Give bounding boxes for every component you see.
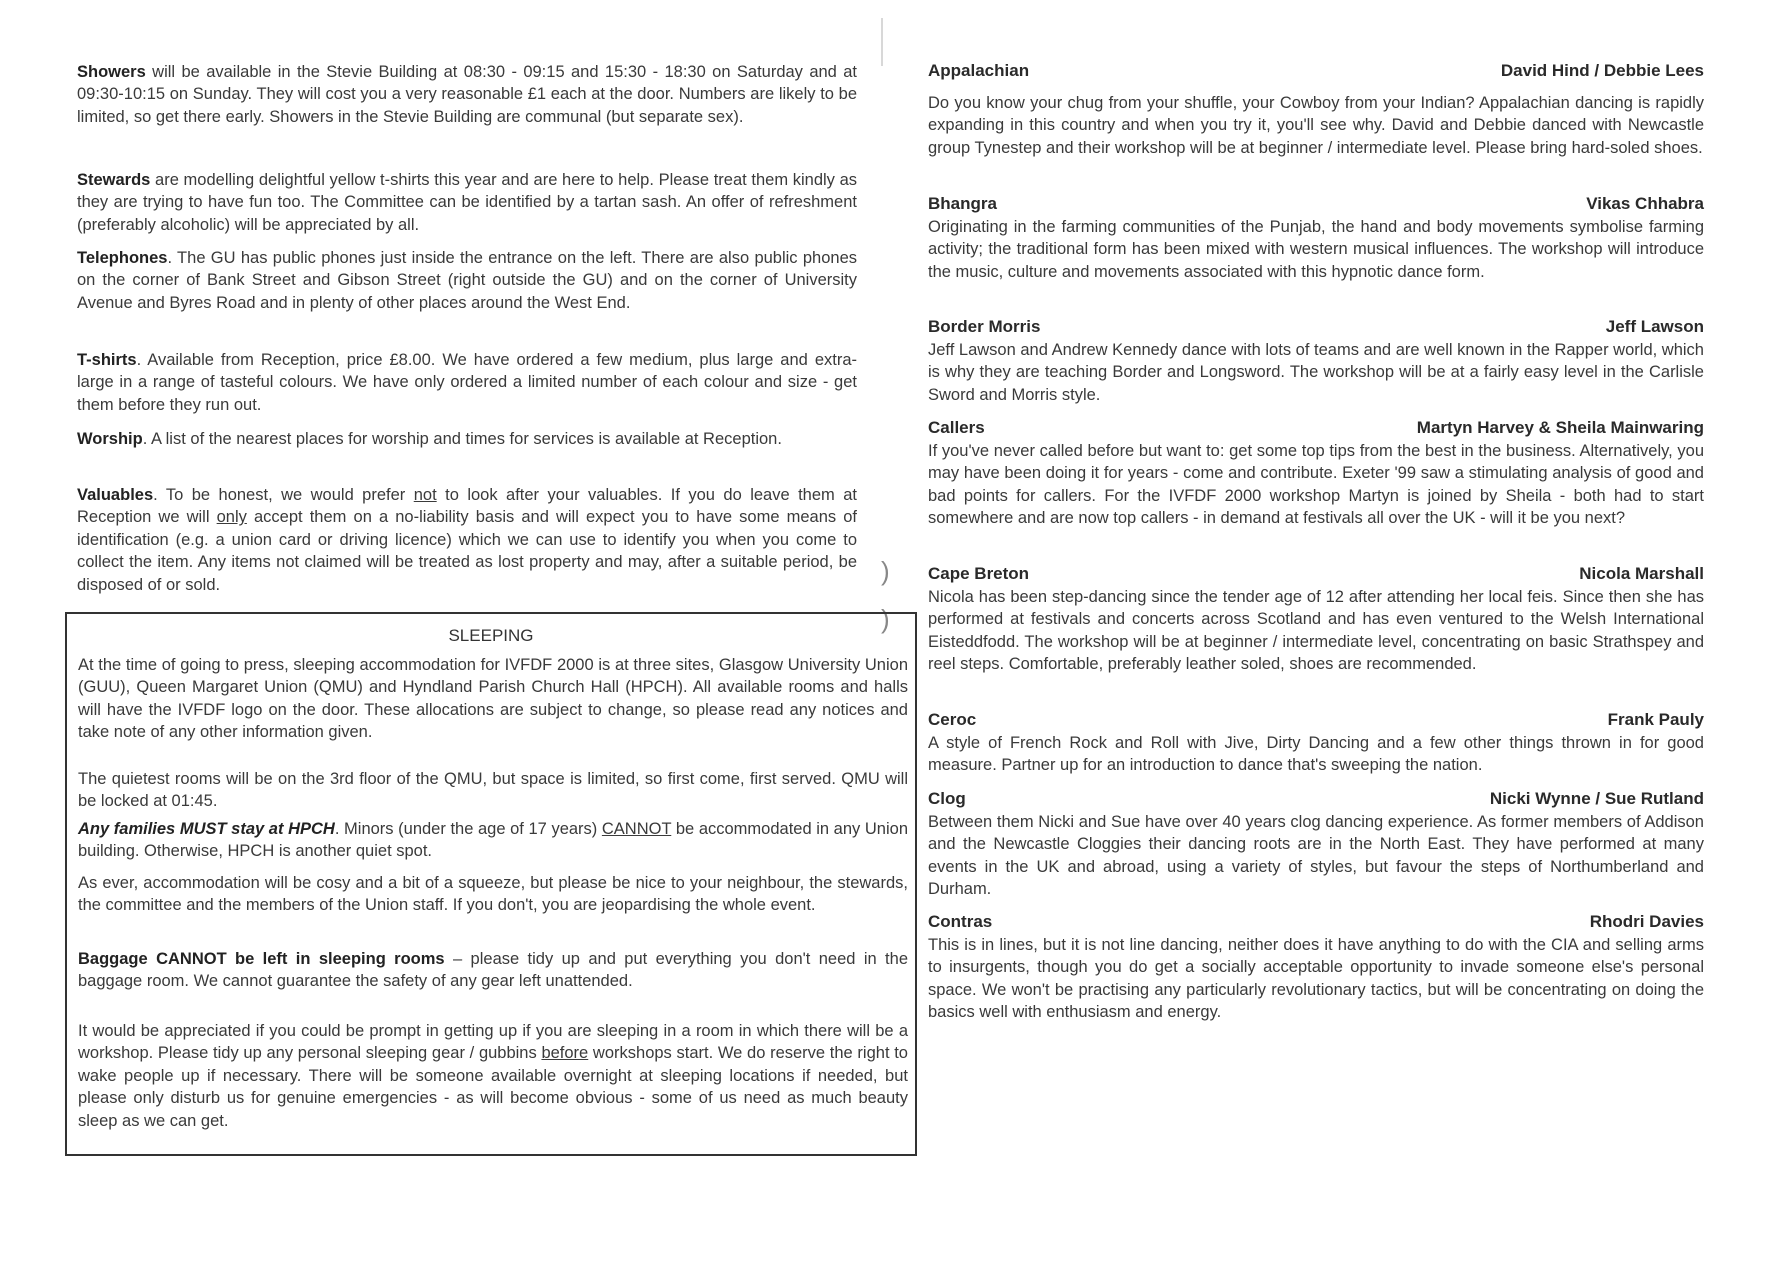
valuables-underline-only: only [216, 508, 247, 527]
fold-mark-bottom: ) [881, 604, 890, 634]
workshop-callers [928, 417, 1704, 530]
sleeping-p3-text-a: . Minors (under the age of 17 years) [334, 820, 602, 838]
workshop-description: A style of French Rock and Roll with Jive, Dirty Dancing and a few other things thrown in for good measure. Partner up for an introduction to dance that's sweeping the nation. [928, 734, 1704, 775]
workshop-description: This is in lines, but it is not line dancing, neither does it have anything to do with the CIA and selling arms to insurgents, though you do get a socially acceptable opportunity to invade someone else's personal space. We won't be practising any particularly revolutionary tactics, but will be concentrating on doing the basics well with enthusiasm and energy. [928, 936, 1704, 1022]
workshop-name: Appalachian [928, 61, 1030, 80]
valuables-term: Valuables [77, 486, 154, 504]
workshop-name: Clog [928, 789, 966, 808]
valuables-paragraph [77, 484, 857, 596]
valuables-text-1: . To be honest, we would prefer [153, 486, 414, 504]
sleeping-p6-text-a: It would be appreciated if you could be prompt in getting up if you are sleeping in a room in which there will be a workshop. Please tidy up any personal sleeping gear / gubbins [78, 1022, 908, 1063]
workshop-name: Contras [928, 912, 993, 931]
stewards-paragraph [77, 169, 857, 236]
stewards-term: Stewards [77, 171, 151, 189]
workshop-ceroc [928, 709, 1704, 777]
workshop-teacher: Nicki Wynne / Sue Rutland [1489, 789, 1704, 808]
workshop-name: Callers [928, 418, 985, 437]
tshirts-paragraph [77, 349, 857, 416]
workshop-teacher: Nicola Marshall [1579, 564, 1704, 583]
workshop-teacher: Vikas Chhabra [1586, 194, 1704, 213]
worship-term: Worship [77, 430, 143, 448]
workshop-contras [928, 911, 1704, 1024]
families-must-stay-note: Any families MUST stay at HPCH [78, 820, 335, 838]
workshop-teacher: David Hind / Debbie Lees [1500, 61, 1704, 80]
page-fold-crease [881, 18, 883, 66]
worship-text: . A list of the nearest places for worship and times for services is available at Reception. [142, 430, 782, 448]
workshop-name: Ceroc [928, 710, 977, 729]
sleeping-p6-text-b: workshops start. We do reserve the right to wake people up if necessary. There will be someone available overnight at sleeping locations if needed, but please only disturb us for genuine emergencies - as will become obvious - some of us need as much beauty sleep as we can get. [78, 1044, 908, 1130]
workshop-cape-breton [928, 563, 1704, 676]
telephones-paragraph [77, 247, 857, 314]
sleeping-paragraph-1: At the time of going to press, sleeping accommodation for IVFDF 2000 is at three sites, Glasgow University Union (GUU), Queen Margaret Union (QMU) and Hyndland Parish Church Hall (HPCH). All available rooms and halls will have the IVFDF logo on the door. These allocations are subject to change, so please read any notices and take note of any other information given. [78, 656, 908, 742]
sleeping-box [65, 612, 917, 1156]
sleeping-paragraph-4: As ever, accommodation will be cosy and a bit of a squeeze, but please be nice to your neighbour, the stewards, the committee and the members of the Union staff. If you don't, you are jeopardising the whole event. [78, 874, 908, 915]
sleeping-paragraph-3 [78, 818, 908, 863]
sleeping-p3-text-b: be accommodated in any Union building. Otherwise, HPCH is another quiet spot. [78, 820, 909, 861]
valuables-text-2: to look after your valuables. If you do leave them at Reception we will [77, 486, 857, 527]
workshop-teacher: Jeff Lawson [1605, 317, 1704, 336]
workshop-teacher: Rhodri Davies [1589, 912, 1704, 931]
valuables-text-3: accept them on a no-liability basis and will expect you to have some means of identification (e.g. a union card or driving licence) which we can use to identify you when you come to collect the item. Any items not claimed will be treated as lost property and may, after a suitable period, be disposed of or sold. [77, 508, 857, 594]
showers-text: will be available in the Stevie Building at 08:30 - 09:15 and 15:30 - 18:30 on Saturday and at 09:30-10:15 on Sunday. They will cost you a very reasonable £1 each at the door. Numbers are likely to be limited, so get there early. Showers in the Stevie Building are communal (but separate sex). [77, 63, 857, 126]
showers-term: Showers [77, 63, 146, 81]
telephones-text: . The GU has public phones just inside the entrance on the left. There are also public phones on the corner of Bank Street and Gibson Street (right outside the GU) and on the corner of University Avenue and Byres Road and in plenty of other places around the West End. [77, 249, 857, 312]
worship-paragraph [77, 428, 857, 450]
workshop-name: Bhangra [928, 194, 997, 213]
sleeping-paragraph-2: The quietest rooms will be on the 3rd floor of the QMU, but space is limited, so first come, first served. QMU will be locked at 01:45. [78, 770, 908, 811]
sleeping-paragraph-5 [78, 948, 908, 993]
fold-mark-top: ) [881, 556, 890, 586]
before-underline: before [541, 1044, 589, 1063]
workshop-description: If you've never called before but want to: get some top tips from the best in the business. Alternatively, you may have been doing it for years - come and contribute. Exeter '99 saw a stimulating analysis of good and bad points for callers. For the IVFDF 2000 workshop Martyn is joined by Sheila - both had to start somewhere and are now top callers - in demand at festivals all over the UK - will it be you next? [928, 442, 1704, 528]
telephones-term: Telephones [77, 249, 168, 267]
workshop-appalachian [928, 60, 1704, 159]
workshop-teacher: Martyn Harvey & Sheila Mainwaring [1416, 418, 1704, 437]
workshop-border-morris [928, 316, 1704, 406]
workshop-description: Originating in the farming communities of the Punjab, the hand and body movements symbolise farming activity; the traditional form has been mixed with western musical influences. The workshop will introduce the music, culture and movements associated with this hypnotic dance form. [928, 218, 1704, 281]
cannot-underline: CANNOT [601, 820, 672, 838]
workshop-description: Between them Nicki and Sue have over 40 years clog dancing experience. As former members of Addison and the Newcastle Cloggies their dancing roots are in the North East. They have performed at many events in the UK and abroad, using a variety of styles, but favour the steps of Northumberland and Durham. [928, 813, 1704, 899]
tshirts-term: T-shirts [77, 351, 137, 369]
valuables-underline-not: not [413, 486, 437, 504]
baggage-cannot-note: Baggage CANNOT be left in sleeping rooms [78, 950, 445, 968]
showers-paragraph [77, 61, 857, 128]
workshop-bhangra [928, 193, 1704, 283]
workshop-description: Nicola has been step-dancing since the tender age of 12 after attending her local feis. Since then she has performed at festivals and concerts across Scotland and has even ventured to the Welsh International Eisteddfodd. The workshop will be at beginner / intermediate level, concentrating on basic Strathspey and reel steps. Comfortable, preferably leather soled, shoes are recommended. [928, 588, 1704, 674]
sleeping-paragraph-6 [78, 1020, 908, 1132]
sleeping-title: SLEEPING [448, 626, 534, 645]
sleeping-p5-text: – please tidy up and put everything you don't need in the baggage room. We cannot guarantee the safety of any gear left unattended. [78, 950, 908, 991]
workshop-description: Jeff Lawson and Andrew Kennedy dance with lots of teams and are well known in the Rapper world, which is why they are teaching Border and Longsword. The workshop will be at a fairly easy level in the Carlisle Sword and Morris style. [928, 341, 1704, 404]
tshirts-text: . Available from Reception, price £8.00. We have ordered a few medium, plus large and extra-large in a range of tasteful colours. We have only ordered a limited number of each colour and size - get them before they run out. [77, 351, 857, 414]
stewards-text: are modelling delightful yellow t-shirts this year and are here to help. Please treat them kindly as they are trying to have fun too. The Committee can be identified by a tartan sash. An offer of refreshment (preferably alcoholic) will be appreciated by all. [77, 171, 857, 234]
workshop-name: Cape Breton [928, 564, 1030, 583]
workshop-clog [928, 788, 1704, 901]
workshop-description: Do you know your chug from your shuffle, your Cowboy from your Indian? Appalachian dancing is rapidly expanding in this country and when you try it, you'll see why. David and Debbie danced with Newcastle group Tynestep and their workshop will be at beginner / intermediate level. Please bring hard-soled shoes. [928, 94, 1704, 157]
workshop-name: Border Morris [928, 317, 1041, 336]
workshop-teacher: Frank Pauly [1607, 710, 1704, 729]
